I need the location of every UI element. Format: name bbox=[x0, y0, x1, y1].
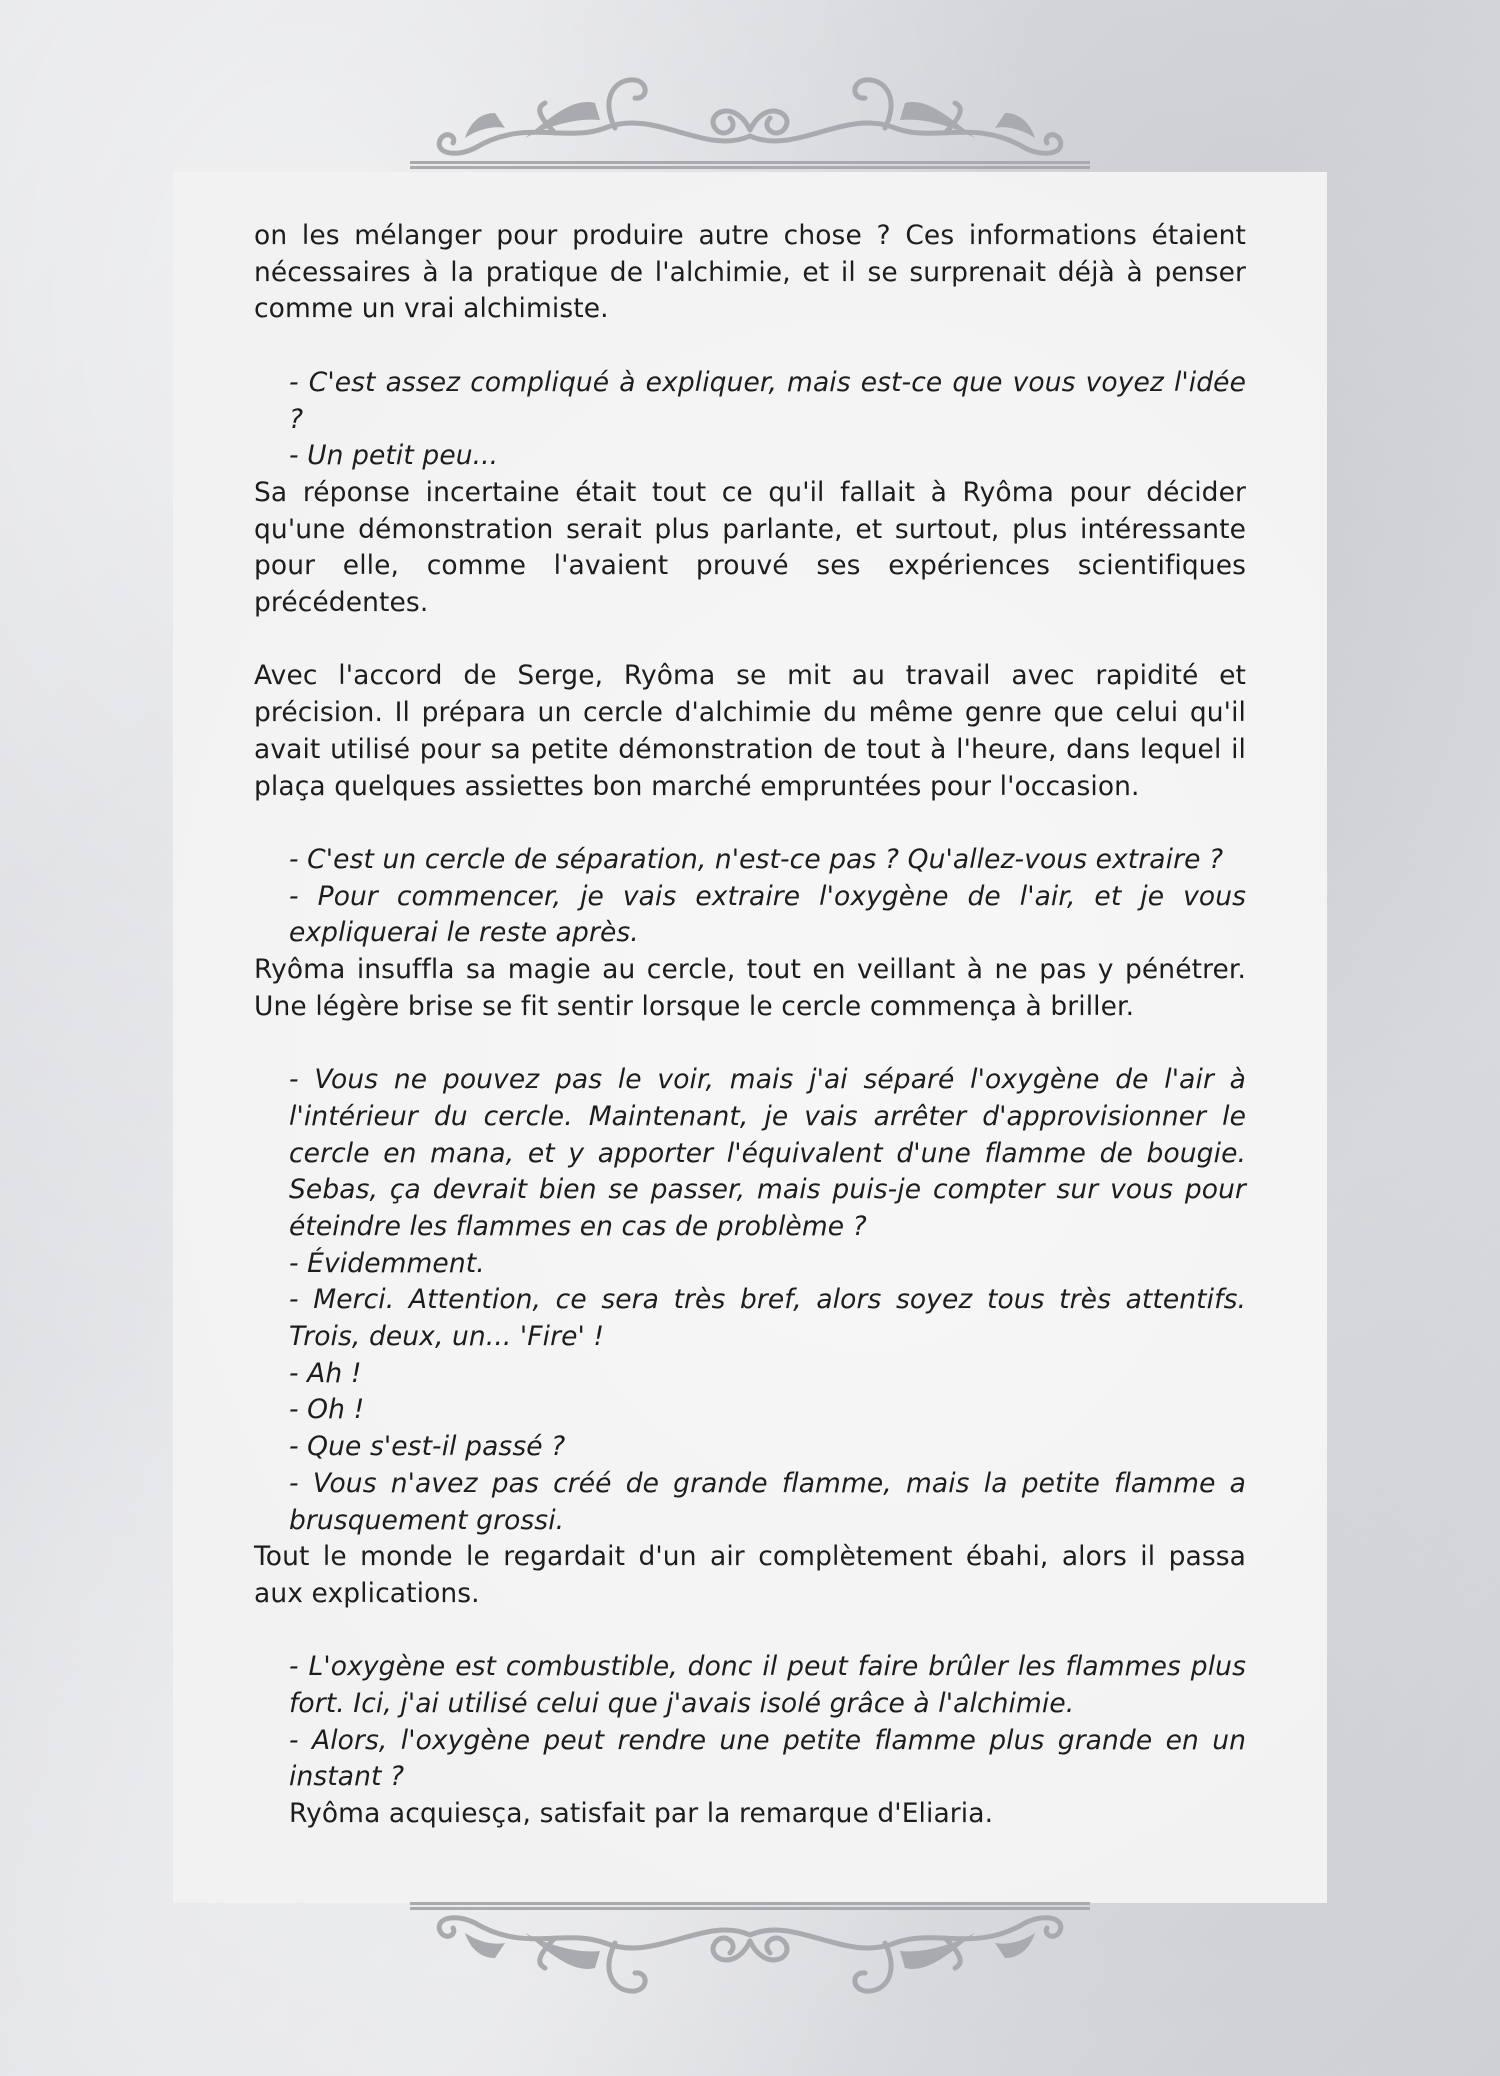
bottom-ornament bbox=[405, 1893, 1095, 2013]
dialogue-line: - Que s'est-il passé ? bbox=[289, 1431, 566, 1463]
dialogue-line: - Vous n'avez pas créé de grande flamme, mais la petite flamme a brusquement grossi. bbox=[289, 1467, 1246, 1536]
dialogue-line: - Oh ! bbox=[289, 1394, 365, 1426]
flourish-divider-icon bbox=[405, 1893, 1095, 2013]
dialogue-line: - C'est un cercle de séparation, n'est-ce pas ? Qu'allez-vous extraire ? bbox=[289, 843, 1224, 875]
dialogue-line: - Pour commencer, je vais extraire l'oxygène de l'air, et je vous expliquerai le reste après. bbox=[289, 880, 1246, 949]
flourish-divider-icon bbox=[405, 58, 1095, 178]
narration-paragraph: on les mélanger pour produire autre chose ? Ces informations étaient nécessaires à la pratique de l'alchimie, et il se surprenait déjà à penser comme un vrai alchimiste. bbox=[254, 220, 1246, 325]
paragraph-gap bbox=[254, 622, 1246, 659]
dialogue-line: - C'est assez compliqué à expliquer, mais est-ce que vous voyez l'idée ? bbox=[289, 366, 1246, 435]
dialogue-line: - L'oxygène est combustible, donc il peut faire brûler les flammes plus fort. Ici, j'ai utilisé celui que j'avais isolé grâce à l'alchimie. bbox=[289, 1651, 1246, 1720]
paragraph-gap bbox=[254, 805, 1246, 842]
paragraph-gap bbox=[254, 1025, 1246, 1062]
dialogue-line: - Un petit peu... bbox=[289, 440, 499, 472]
top-ornament bbox=[405, 58, 1095, 178]
document-body bbox=[254, 218, 1246, 1833]
paragraph-gap bbox=[254, 328, 1246, 365]
paragraph-gap bbox=[254, 1613, 1246, 1650]
text-panel bbox=[173, 172, 1327, 1903]
narration-paragraph: Ryôma insuffla sa magie au cercle, tout en veillant à ne pas y pénétrer. Une légère brise se fit sentir lorsque le cercle commença à briller. bbox=[254, 954, 1246, 1022]
dialogue-line: - Vous ne pouvez pas le voir, mais j'ai séparé l'oxygène de l'air à l'intérieur du cercle. Maintenant, je vais arrêter d'approvisionner le cercle en mana, et y apporter l'équivalent d'une flamme de bougie. Sebas, ça devrait bien se passer, mais puis-je compter sur vous pour éteindre les flammes en cas de problème ? bbox=[289, 1064, 1246, 1242]
narration-paragraph: Avec l'accord de Serge, Ryôma se mit au travail avec rapidité et précision. Il prépara un cercle d'alchimie du même genre que celui qu'il avait utilisé pour sa petite démonstration de tout à l'heure, dans lequel il plaça quelques assiettes bon marché empruntées pour l'occasion. bbox=[254, 660, 1246, 802]
narration-paragraph: Sa réponse incertaine était tout ce qu'il fallait à Ryôma pour décider qu'une démonstration serait plus parlante, et surtout, plus intéressante pour elle, comme l'avaient prouvé ses expériences scientifiques précédentes. bbox=[254, 476, 1246, 619]
dialogue-line: - Merci. Attention, ce sera très bref, alors soyez tous très attentifs. Trois, deux, un... 'Fire' ! bbox=[289, 1284, 1246, 1353]
dialogue-line: - Alors, l'oxygène peut rendre une petite flamme plus grande en un instant ? bbox=[289, 1724, 1246, 1793]
narration-indented: Ryôma acquiesça, satisfait par la remarque d'Eliaria. bbox=[289, 1798, 994, 1830]
dialogue-line: - Ah ! bbox=[289, 1357, 362, 1389]
narration-paragraph: Tout le monde le regardait d'un air complètement ébahi, alors il passa aux explications. bbox=[254, 1541, 1246, 1609]
dialogue-line: - Évidemment. bbox=[289, 1247, 485, 1279]
